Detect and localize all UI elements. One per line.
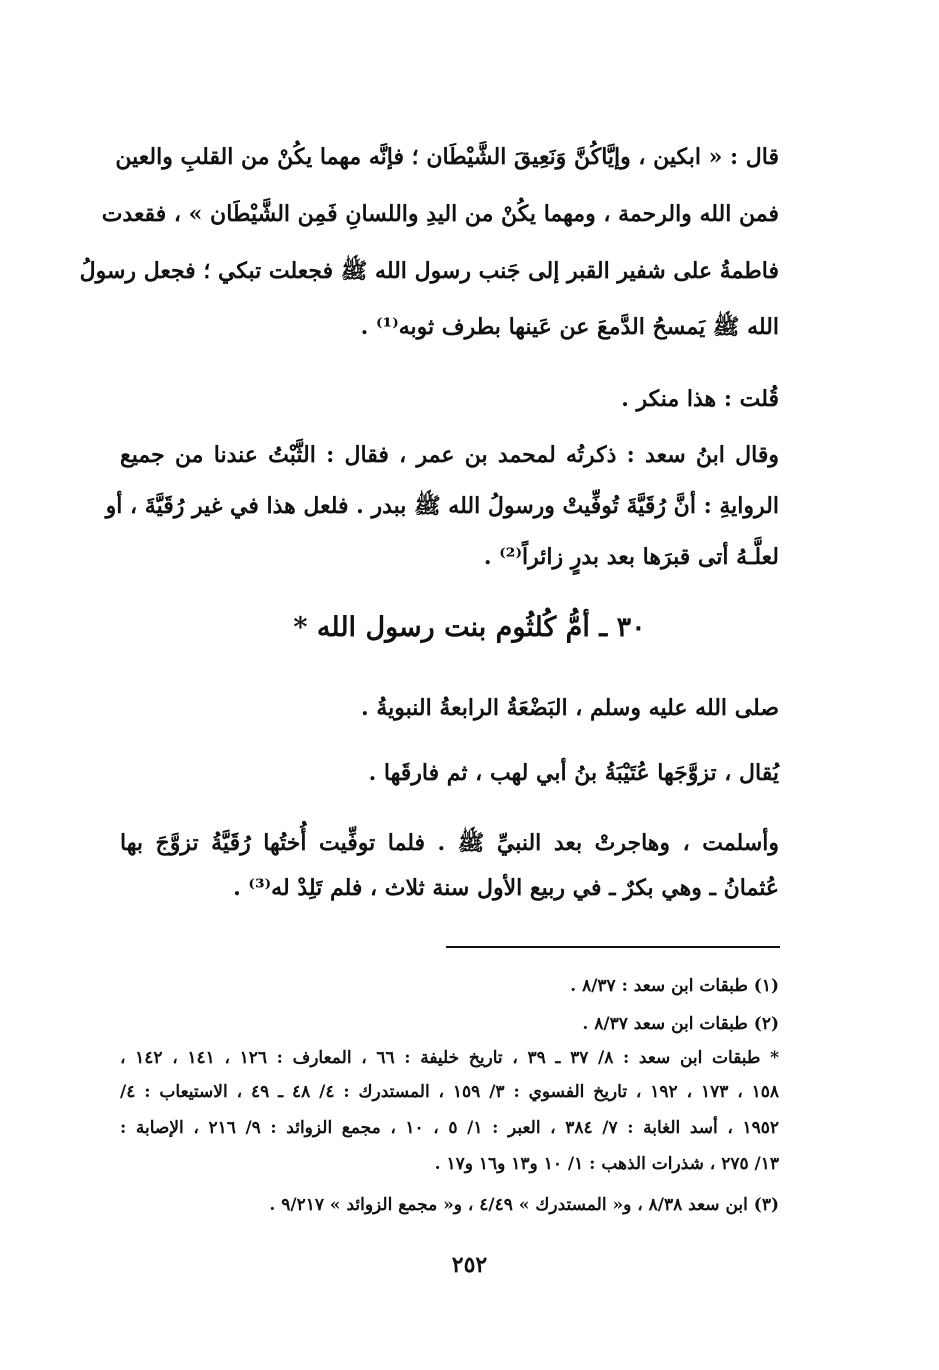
para2-line-2: الروايةِ : أنَّ رُقَيَّةَ تُوفِّيتْ ورسولُ الله ﷺ ببدر . فلعل هذا في غير رُقَيَّةَ ، أو xyxy=(105,493,779,519)
footnote-1: (١) طبقات ابن سعد : ٨/٣٧ . xyxy=(570,976,779,996)
footnote-star-line-4: ١٣/ ٢٧٥ ، شذرات الذهب : ١/ ١٠ و١٣ و١٦ و١٧ . xyxy=(434,1154,779,1174)
note-line: قُلت : هذا منكر . xyxy=(621,386,779,412)
para2-line-3: لعلَّـهُ أتى قبرَها بعد بدرٍ زائراً⁽²⁾ . xyxy=(483,544,779,570)
footnote-star-line-2: ١٥٨ ، ١٧٣ ، ١٩٢ ، تاريخ الفسوي : ٣/ ١٥٩ ، المستدرك : ٤/ ٤٨ ـ ٤٩ ، الاستيعاب : ٤/ xyxy=(120,1082,780,1102)
para3-line-1: صلى الله عليه وسلم ، البَضْعَةُ الرابعةُ النبويةُ . xyxy=(361,695,779,721)
footnote-star-line-3: ١٩٥٢ ، أسد الغابة : ٧/ ٣٨٤ ، العبر : ١/ ٥ ، ١٠ ، مجمع الزوائد : ٩/ ٢١٦ ، الإصابة : xyxy=(120,1118,779,1138)
page-number: ٢٥٢ xyxy=(451,1252,488,1278)
para2-line-1: وقال ابنُ سعد : ذكرتُه لمحمد بن عمر ، فقال : الثَّبْتُ عندنا من جميع xyxy=(120,442,779,468)
para4-line-2: عُثمانُ ـ وهي بكرٌ ـ في ربيع الأول سنة ثلاث ، فلم تَلِدْ له⁽³⁾ . xyxy=(233,875,779,901)
footnote-divider xyxy=(446,946,780,948)
body-line-4: الله ﷺ يَمسحُ الدَّمعَ عن عَينها بطرف ثوبه⁽¹⁾ . xyxy=(360,314,779,340)
body-line-2: فمن الله والرحمة ، ومهما يكُنْ من اليدِ واللسانِ فَمِن الشَّيْطَان » ، فقعدت xyxy=(101,201,779,227)
footnote-2: (٢) طبقات ابن سعد ٨/٣٧ . xyxy=(582,1014,779,1034)
body-line-3: فاطمةُ على شفير القبر إلى جَنب رسول الله ﷺ فجعلت تبكي ؛ فجعل رسولُ xyxy=(79,258,779,284)
para3-line-2: يُقال ، تزوَّجَها عُتَيْبَةُ بنُ أبي لهب ، ثم فارقَها . xyxy=(368,760,779,786)
footnote-3: (٣) ابن سعد ٨/٣٨ ، و« المستدرك » ٤/٤٩ ، و« مجمع الزوائد » ٩/٢١٧ . xyxy=(269,1195,779,1215)
section-heading: ٣٠ ـ أمُّ كُلثُوم بنت رسول الله * xyxy=(293,612,646,643)
footnote-star-line-1: * طبقات ابن سعد : ٨/ ٣٧ ـ ٣٩ ، تاريخ خليفة : ٦٦ ، المعارف : ١٢٦ ، ١٤١ ، ١٤٢ ، xyxy=(120,1048,780,1068)
para4-line-1: وأسلمت ، وهاجرتْ بعد النبيِّ ﷺ . فلما توفِّيت أُختُها رُقَيَّةُ تزوَّجَ بها xyxy=(120,830,779,856)
body-line-1: قال : « ابكين ، وإيَّاكُنَّ وَنَعِيقَ الشَّيْطَان ؛ فإنَّه مهما يكُنْ من القلبِ والعين xyxy=(115,144,779,170)
